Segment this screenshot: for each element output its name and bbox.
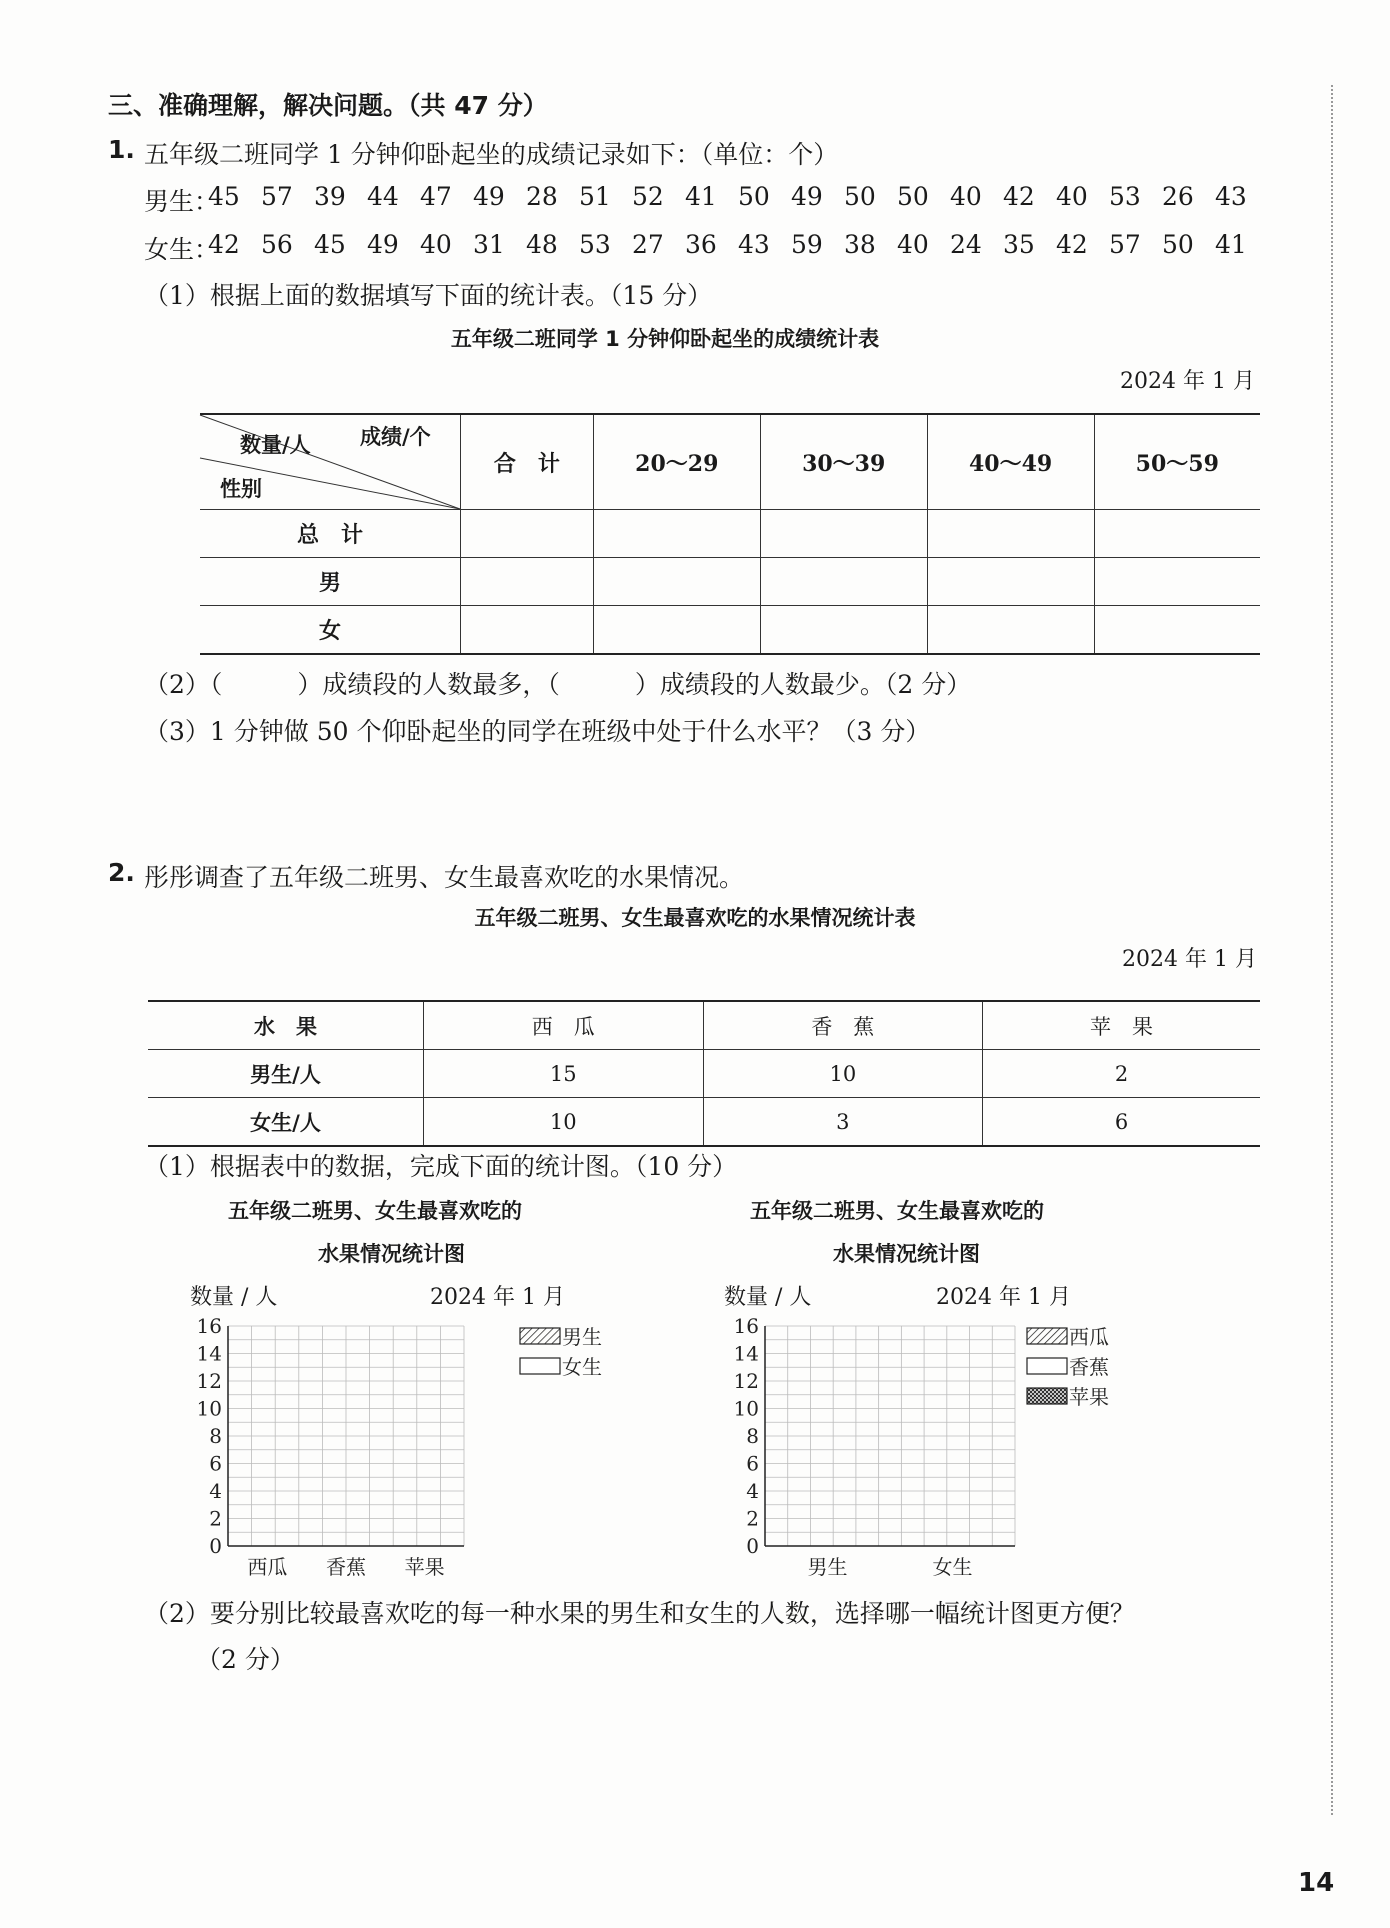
q2-part1: （1）根据表中的数据，完成下面的统计图。（10 分） [144, 1152, 738, 1181]
chart2-date: 2024 年 1 月 [936, 1285, 1071, 1310]
category-label: 香蕉 [326, 1555, 366, 1579]
score-value: 40 [1056, 182, 1088, 211]
margin-dotted-line [1331, 85, 1333, 1815]
q1-part3: （3）1 分钟做 50 个仰卧起坐的同学在班级中处于什么水平？（3 分） [144, 717, 931, 746]
blank-cell[interactable] [593, 606, 760, 655]
blank-cell[interactable] [593, 558, 760, 606]
col-20-29: 20～29 [593, 414, 760, 510]
legend-swatch [1027, 1358, 1067, 1374]
chart1-date: 2024 年 1 月 [430, 1285, 565, 1310]
legend-swatch [520, 1358, 560, 1374]
corner-gender-label: 性别 [220, 477, 262, 501]
blank-cell[interactable] [927, 558, 1094, 606]
q1-part2: （2）（ ）成绩段的人数最多，（ ）成绩段的人数最少。（2 分） [144, 670, 972, 699]
blank-cell[interactable] [461, 606, 594, 655]
blank-cell[interactable] [1094, 510, 1260, 558]
score-value: 41 [1215, 230, 1247, 259]
fruit-cell: 2 [983, 1050, 1260, 1098]
category-label: 西瓜 [247, 1555, 288, 1579]
legend-label: 香蕉 [1069, 1355, 1109, 1379]
col-40-49: 40～49 [927, 414, 1094, 510]
blank-cell[interactable] [461, 510, 594, 558]
score-value: 31 [473, 230, 505, 259]
score-stat-table [200, 413, 1260, 655]
score-value: 53 [579, 230, 611, 259]
fruit-header-apple: 苹 果 [983, 1001, 1260, 1050]
score-value: 45 [208, 182, 240, 211]
blank-cell[interactable] [461, 558, 594, 606]
section-title: 三、准确理解，解决问题。（共 47 分） [108, 91, 548, 120]
legend-label: 女生 [562, 1355, 602, 1379]
blank-cell[interactable] [593, 510, 760, 558]
y-tick-label: 2 [746, 1506, 759, 1531]
score-value: 42 [1003, 182, 1035, 211]
corner-count-label: 数量/人 [240, 433, 311, 457]
q1-number: 1. [108, 135, 135, 164]
score-value: 43 [738, 230, 770, 259]
score-value: 50 [738, 182, 770, 211]
score-value: 50 [1162, 230, 1194, 259]
q2-part2-line2: （2 分） [196, 1645, 295, 1674]
score-value: 47 [420, 182, 452, 211]
score-value: 48 [526, 230, 558, 259]
y-tick-label: 8 [746, 1424, 759, 1448]
col-50-59: 50～59 [1094, 414, 1260, 510]
y-tick-label: 14 [196, 1341, 222, 1366]
row-boys: 男 [200, 558, 461, 606]
score-value: 49 [367, 230, 399, 259]
score-value: 50 [844, 182, 876, 211]
score-value: 40 [950, 182, 982, 211]
score-value: 57 [261, 182, 293, 211]
category-label: 女生 [932, 1555, 973, 1579]
chart2-grid[interactable] [715, 1312, 1135, 1592]
legend-label: 苹果 [1069, 1385, 1109, 1409]
blank-cell[interactable] [1094, 558, 1260, 606]
y-tick-label: 0 [209, 1534, 222, 1558]
score-value: 50 [897, 182, 929, 211]
chart1-title-line1: 五年级二班男、女生最喜欢吃的 [228, 1199, 522, 1223]
score-value: 59 [791, 230, 823, 259]
q2-part2-line1: （2）要分别比较最喜欢吃的每一种水果的男生和女生的人数，选择哪一幅统计图更方便？ [144, 1599, 1135, 1628]
y-tick-label: 10 [196, 1396, 222, 1421]
q1-table-date: 2024 年 1 月 [1120, 369, 1255, 394]
category-label: 男生 [807, 1555, 848, 1579]
score-value: 27 [632, 230, 664, 259]
fruit-cell: 3 [703, 1098, 983, 1147]
fruit-row-girls-label: 女生/人 [148, 1098, 424, 1147]
y-tick-label: 16 [196, 1314, 222, 1338]
y-tick-label: 14 [733, 1341, 759, 1366]
score-value: 38 [844, 230, 876, 259]
fruit-cell: 10 [703, 1050, 983, 1098]
score-value: 26 [1162, 182, 1194, 211]
score-value: 49 [791, 182, 823, 211]
score-value: 56 [261, 230, 293, 259]
fruit-header-watermelon: 西 瓜 [424, 1001, 704, 1050]
score-value: 51 [579, 182, 611, 211]
fruit-cell: 6 [983, 1098, 1260, 1147]
blank-cell[interactable] [1094, 606, 1260, 655]
legend-label: 西瓜 [1069, 1325, 1109, 1349]
score-value: 28 [526, 182, 558, 211]
fruit-table [148, 1000, 1260, 1147]
score-value: 43 [1215, 182, 1247, 211]
q2-table-date: 2024 年 1 月 [1122, 947, 1257, 972]
fruit-header-banana: 香 蕉 [703, 1001, 983, 1050]
legend-swatch [1027, 1328, 1067, 1344]
fruit-cell: 10 [424, 1098, 704, 1147]
q1-stem: 五年级二班同学 1 分钟仰卧起坐的成绩记录如下：（单位：个） [144, 140, 839, 169]
chart2-title-line1: 五年级二班男、女生最喜欢吃的 [750, 1199, 1044, 1223]
score-value: 53 [1109, 182, 1141, 211]
y-tick-label: 4 [746, 1479, 759, 1503]
fruit-cell: 15 [424, 1050, 704, 1098]
blank-cell[interactable] [927, 510, 1094, 558]
q1-part1: （1）根据上面的数据填写下面的统计表。（15 分） [144, 281, 713, 310]
boys-scores [208, 182, 1255, 211]
score-value: 44 [367, 182, 399, 211]
col-total: 合 计 [461, 414, 594, 510]
chart1-grid[interactable] [180, 1312, 602, 1592]
y-tick-label: 6 [209, 1451, 222, 1476]
y-tick-label: 10 [733, 1396, 759, 1421]
score-value: 57 [1109, 230, 1141, 259]
score-value: 40 [420, 230, 452, 259]
category-label: 苹果 [404, 1555, 445, 1579]
legend-swatch [520, 1328, 560, 1344]
y-tick-label: 0 [746, 1534, 759, 1558]
score-value: 49 [473, 182, 505, 211]
y-tick-label: 16 [733, 1314, 759, 1338]
blank-cell[interactable] [760, 510, 927, 558]
score-value: 42 [1056, 230, 1088, 259]
y-tick-label: 12 [196, 1369, 222, 1393]
q1-table-title: 五年级二班同学 1 分钟仰卧起坐的成绩统计表 [450, 327, 880, 351]
boys-label: 男生： [144, 187, 220, 216]
blank-cell[interactable] [927, 606, 1094, 655]
corner-score-label: 成绩/个 [360, 425, 431, 449]
blank-cell[interactable] [760, 558, 927, 606]
col-30-39: 30～39 [760, 414, 927, 510]
blank-cell[interactable] [760, 606, 927, 655]
score-value: 45 [314, 230, 346, 259]
chart2-ylabel: 数量 / 人 [724, 1285, 812, 1310]
row-girls: 女 [200, 606, 461, 655]
row-total: 总 计 [200, 510, 461, 558]
score-value: 36 [685, 230, 717, 259]
score-value: 24 [950, 230, 982, 259]
girls-scores [208, 230, 1255, 259]
q2-stem: 彤彤调查了五年级二班男、女生最喜欢吃的水果情况。 [144, 863, 745, 892]
girls-label: 女生： [144, 235, 220, 264]
legend-label: 男生 [562, 1325, 602, 1349]
score-value: 41 [685, 182, 717, 211]
chart2-title-line2: 水果情况统计图 [833, 1242, 980, 1266]
fruit-header-label: 水 果 [148, 1001, 424, 1050]
legend-swatch [1027, 1388, 1067, 1404]
score-value: 39 [314, 182, 346, 211]
table-corner-cell [200, 414, 461, 510]
q2-table-title: 五年级二班男、女生最喜欢吃的水果情况统计表 [474, 906, 916, 930]
score-value: 35 [1003, 230, 1035, 259]
y-tick-label: 4 [209, 1479, 222, 1503]
y-tick-label: 6 [746, 1451, 759, 1476]
chart1-ylabel: 数量 / 人 [190, 1285, 278, 1310]
y-tick-label: 8 [209, 1424, 222, 1448]
y-tick-label: 2 [209, 1506, 222, 1531]
q2-number: 2. [108, 858, 135, 887]
fruit-row-boys-label: 男生/人 [148, 1050, 424, 1098]
score-value: 40 [897, 230, 929, 259]
page-number: 14 [1298, 1868, 1335, 1898]
score-value: 52 [632, 182, 664, 211]
y-tick-label: 12 [733, 1369, 759, 1393]
score-value: 42 [208, 230, 240, 259]
chart1-title-line2: 水果情况统计图 [318, 1242, 465, 1266]
